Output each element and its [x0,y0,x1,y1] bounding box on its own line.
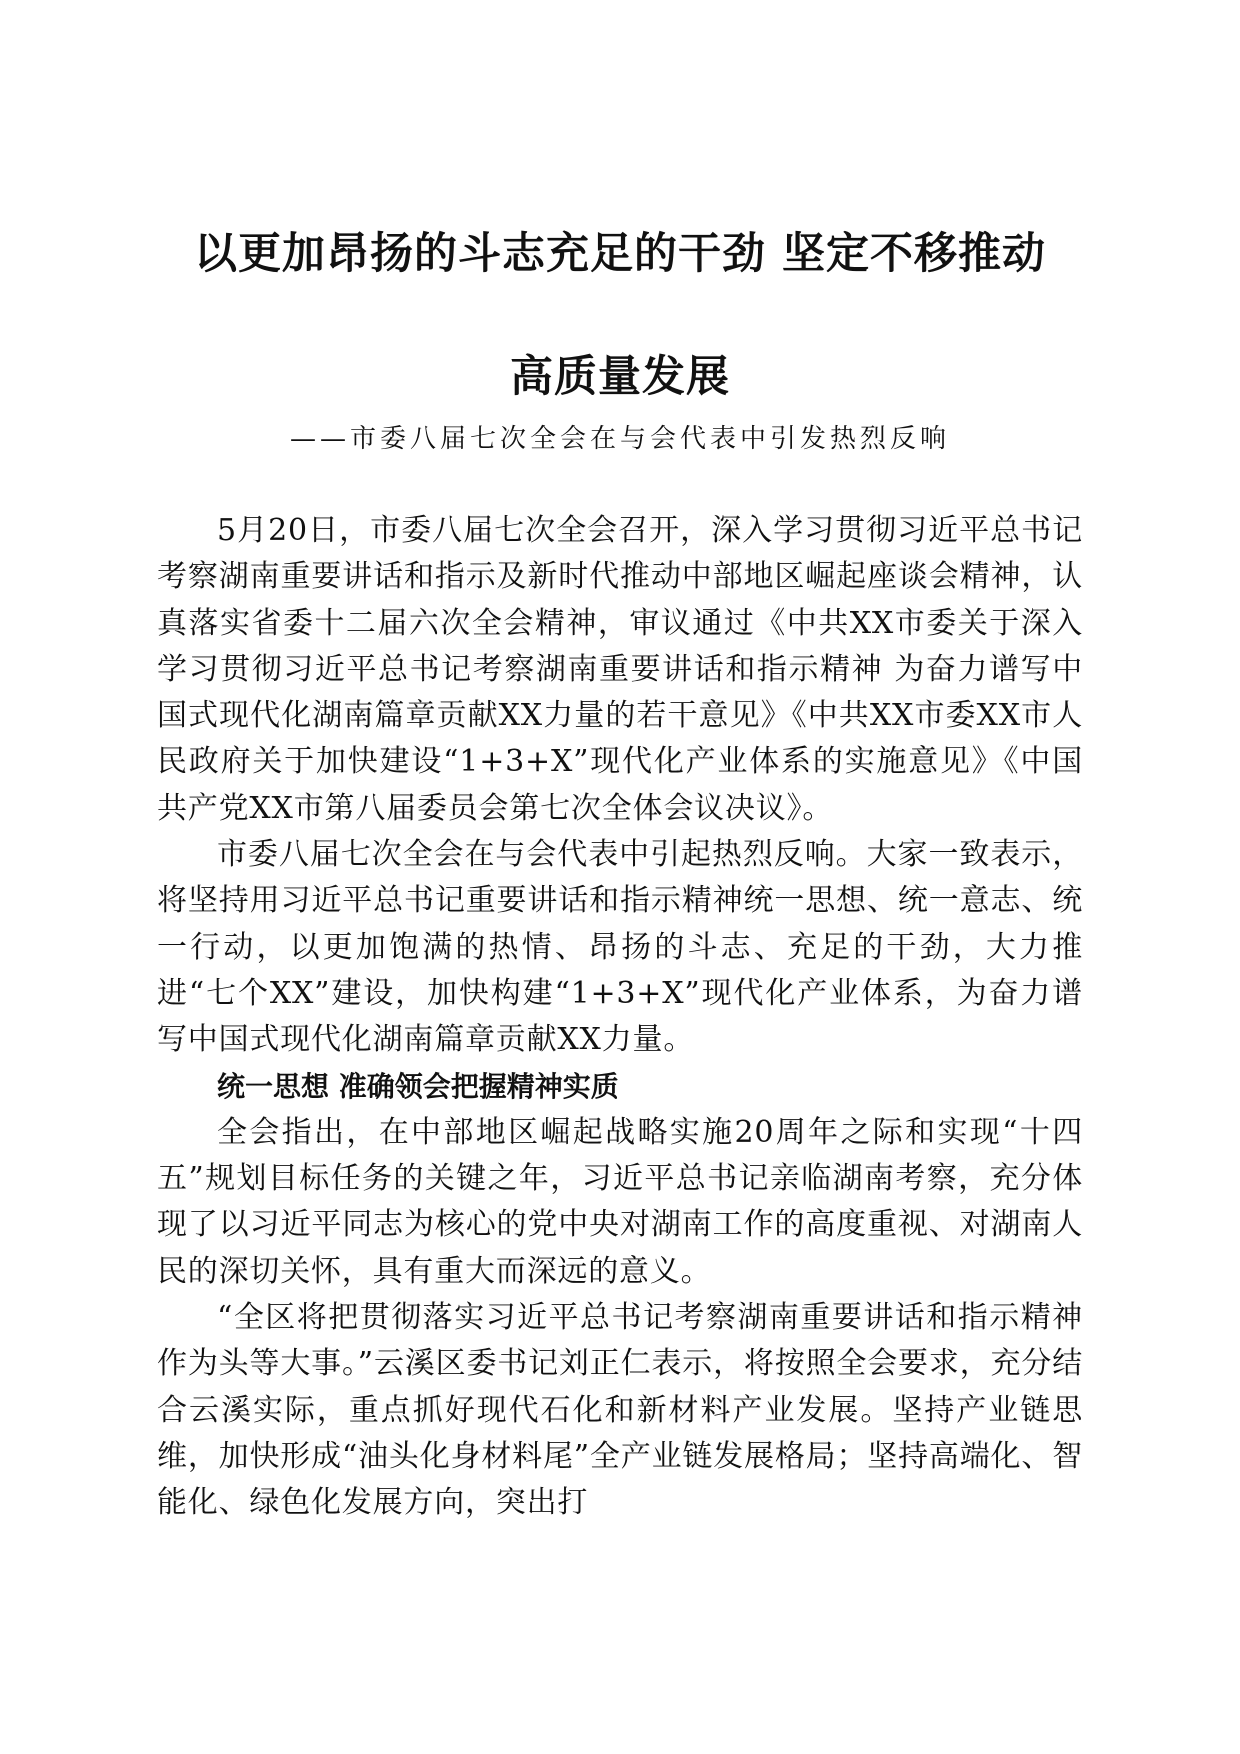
document-page [157,0,1083,1754]
paragraph-response: 市委八届七次全会在与会代表中引起热烈反响。大家一致表示，将坚持用习近平总书记重要讲话和指示精神统一思想、统一意志、统一行动，以更加饱满的热情、昂扬的斗志、充足的干劲，大力推进“七个XX”建设，加快构建“1+3+X”现代化产业体系，为奋力谱写中国式现代化湖南篇章贡献XX力量。 [157,837,1083,1058]
section-heading: 统一思想 准确领会把握精神实质 [217,1069,619,1103]
paragraph-intro: 5月20日，市委八届七次全会召开，深入学习贯彻习近平总书记考察湖南重要讲话和指示及新时代推动中部地区崛起座谈会精神，认真落实省委十二届六次全会精神，审议通过《中共XX市委关于深入学习贯彻习近平总书记考察湖南重要讲话和指示精神 为奋力谱写中国式现代化湖南篇章贡献XX力量的若干意见》《中共XX市委XX市人民政府关于加快建设“1+3+X”现代化产业体系的实施意见》《中国共产党XX市第八届委员会第七次全体会议决议》。 [157,513,1083,826]
title-line-2: 高质量发展 [510,352,730,402]
title-line-1: 以更加昂扬的斗志充足的干劲 坚定不移推动 [194,229,1046,279]
article-body [157,508,1083,1527]
paragraph-section-2: “全区将把贯彻落实习近平总书记考察湖南重要讲话和指示精神作为头等大事。”云溪区委书记刘正仁表示，将按照全会要求，充分结合云溪实际，重点抓好现代石化和新材料产业发展。坚持产业链思维，加快形成“油头化身材料尾”全产业链发展格局；坚持高端化、智能化、绿色化发展方向，突出打 [157,1300,1083,1521]
subtitle: ——市委八届七次全会在与会代表中引发热烈反响 [289,424,950,454]
paragraph-section-1: 全会指出，在中部地区崛起战略实施20周年之际和实现“十四五”规划目标任务的关键之年，习近平总书记亲临湖南考察，充分体现了以习近平同志为核心的党中央对湖南工作的高度重视、对湖南人民的深切关怀，具有重大而深远的意义。 [157,1114,1083,1289]
